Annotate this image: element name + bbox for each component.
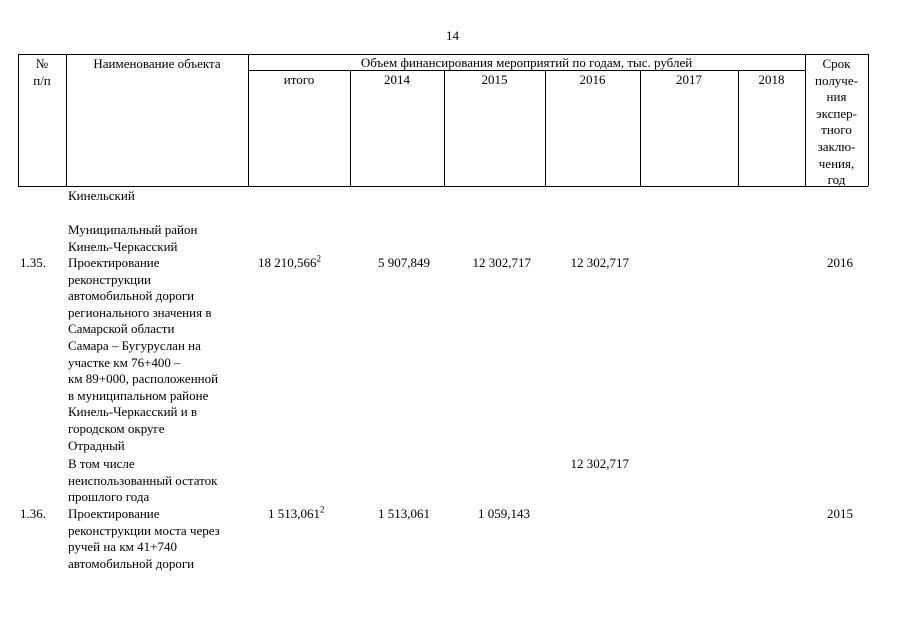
name-line: Проектирование (68, 255, 160, 270)
name-line: ручей на км 41+740 (68, 539, 177, 555)
header-2017-cell: 2017 (676, 72, 702, 87)
name-line: В том числе (68, 456, 135, 471)
header-col-right-border (868, 54, 869, 186)
cell-total (268, 506, 325, 523)
district-heading (68, 222, 250, 255)
name-line: Кинельский (68, 188, 135, 203)
name-line: участке км 76+400 – (68, 354, 181, 370)
header-deadline-line: тного (821, 122, 852, 138)
header-2018-cell: 2018 (758, 72, 785, 87)
name-line: Проектирование (68, 506, 160, 521)
cell-2016: 12 302,717 (570, 456, 629, 471)
header-col-divider-num (66, 54, 67, 186)
name-line: реконструкции (68, 271, 152, 287)
header-deadline-line: получе- (815, 72, 858, 88)
name-line: прошлого года (68, 489, 150, 505)
name-line: Кинель-Черкасский и в (68, 404, 198, 420)
name-line: Кинель-Черкасский (68, 238, 178, 254)
header-bottom-border (18, 186, 868, 187)
header-2015-cell: 2015 (481, 72, 508, 87)
header-deadline-line: заклю- (817, 138, 856, 154)
page-number: 14 (446, 28, 459, 43)
cell-deadline: 2016 (827, 255, 853, 270)
cell-total-value: 1 513,061 (268, 506, 320, 521)
header-2014-cell: 2014 (384, 72, 410, 87)
row-name (68, 506, 250, 572)
row-name (68, 255, 250, 454)
header-deadline-cell (805, 56, 868, 189)
row-name (68, 456, 250, 506)
row-number: 1.36. (20, 506, 46, 521)
cell-deadline: 2015 (827, 506, 853, 521)
cell-2014: 1 513,061 (378, 506, 430, 521)
name-line: автомобильной дороги (68, 555, 195, 571)
row-number: 1.35. (20, 255, 46, 270)
name-line: Муниципальный район (68, 222, 198, 237)
cell-2015: 12 302,717 (472, 255, 531, 270)
cell-total-value: 18 210,566 (258, 255, 317, 270)
header-deadline-line: экспер- (816, 105, 857, 121)
name-line: автомобильной дороги (68, 288, 195, 304)
header-num-line2: п/п (33, 72, 51, 88)
name-line: км 89+000, расположенной (68, 371, 219, 387)
name-line: Отрадный (68, 437, 125, 453)
name-line: неиспользованный остаток (68, 472, 218, 488)
cell-2015: 1 059,143 (478, 506, 530, 521)
name-line: Самарской области (68, 321, 175, 337)
name-line: реконструкции моста через (68, 522, 220, 538)
header-deadline-line: Срок (822, 56, 851, 71)
name-line: в муниципальном районе (68, 387, 209, 403)
name-line: регионального значения в (68, 304, 212, 320)
footnote-mark: 2 (320, 504, 325, 515)
header-funding-cell: Объем финансирования мероприятий по годам, тыс. рублей (360, 55, 693, 70)
name-line: городском округе (68, 420, 165, 436)
cell-2014: 5 907,849 (378, 255, 430, 270)
cell-total (258, 255, 321, 272)
footnote-mark: 2 (316, 253, 321, 264)
header-2016-cell: 2016 (579, 72, 606, 87)
header-num-cell (18, 56, 66, 89)
header-deadline-line: чения, (818, 155, 855, 171)
header-name-cell: Наименование объекта (93, 56, 221, 71)
name-line: Самара – Бугуруслан на (68, 337, 201, 353)
cell-2016: 12 302,717 (570, 255, 629, 270)
header-deadline-line: ния (826, 89, 847, 105)
continuation-name (68, 188, 250, 205)
header-deadline-line: год (827, 172, 846, 188)
header-total-cell: итого (283, 72, 315, 87)
header-num-line1: № (35, 56, 49, 71)
